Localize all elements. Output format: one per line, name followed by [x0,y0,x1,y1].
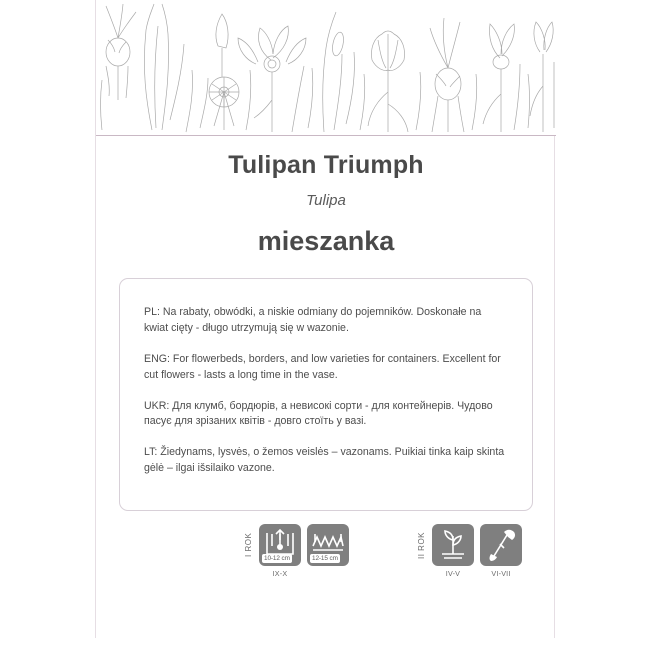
label-card [95,0,555,638]
description-text-ukr: Для клумб, бордюрів, а невисокі сорти - для контейнерів. Чудово пасує для зрізаних квітів - довго стоїть у вазі. [144,399,493,428]
icon-legend-row [119,524,533,594]
flowering-glyph [480,524,522,566]
description-eng [144,352,508,384]
latin-name: Tulipa [306,192,346,209]
icon-item-flowering [480,524,522,578]
flowering-months: VI-VII [491,569,511,578]
lang-tag-ukr: UKR: [144,399,170,412]
botanical-drawing [96,0,556,136]
planting-depth-icon [259,524,301,566]
planting-spacing-icon [307,524,349,566]
icon-item-planting-depth [259,524,301,578]
description-text-eng: For flowerbeds, borders, and low varieties for containers. Excellent for cut flowers - lasts a long time in the vase. [144,352,501,381]
sprout-growth-glyph [432,524,474,566]
page-title: Tulipan Triumph [228,151,424,179]
planting-depth-value: 10-12 cm [264,554,290,562]
planting-depth-months: IX-X [272,569,288,578]
description-box [119,278,533,511]
description-text-pl: Na rabaty, obwódki, a niskie odmiany do pojemników. Doskonałe na kwiat cięty - długo utrzymują się w wazonie. [144,306,482,334]
description-text-lt: Žiedynams, lysvės, o žemos veislės – vazonams. Puikiai tinka kaip skinta gėlė – ilgai išsilaiko vazone. [144,446,505,475]
icon-item-sprout-growth [432,524,474,578]
lang-tag-eng: ENG: [144,352,170,365]
planting-spacing-value: 12-15 cm [312,554,338,562]
sprout-growth-icon [432,524,474,566]
lang-tag-lt: LT: [144,446,158,459]
title-block [96,150,556,257]
icon-group-year-2 [417,524,528,578]
description-pl [144,305,508,337]
year-label-2: II ROK [417,531,426,559]
description-lt [144,445,508,477]
variety-name: mieszanka [257,226,395,256]
icon-group-year-1 [244,524,355,578]
year-label-1: I ROK [244,532,253,558]
description-ukr [144,399,508,431]
icon-item-planting-spacing [307,524,349,569]
lang-tag-pl: PL: [144,306,160,318]
flowering-icon [480,524,522,566]
botanical-illustration-band [96,0,556,136]
sprout-growth-months: IV-V [445,569,461,578]
